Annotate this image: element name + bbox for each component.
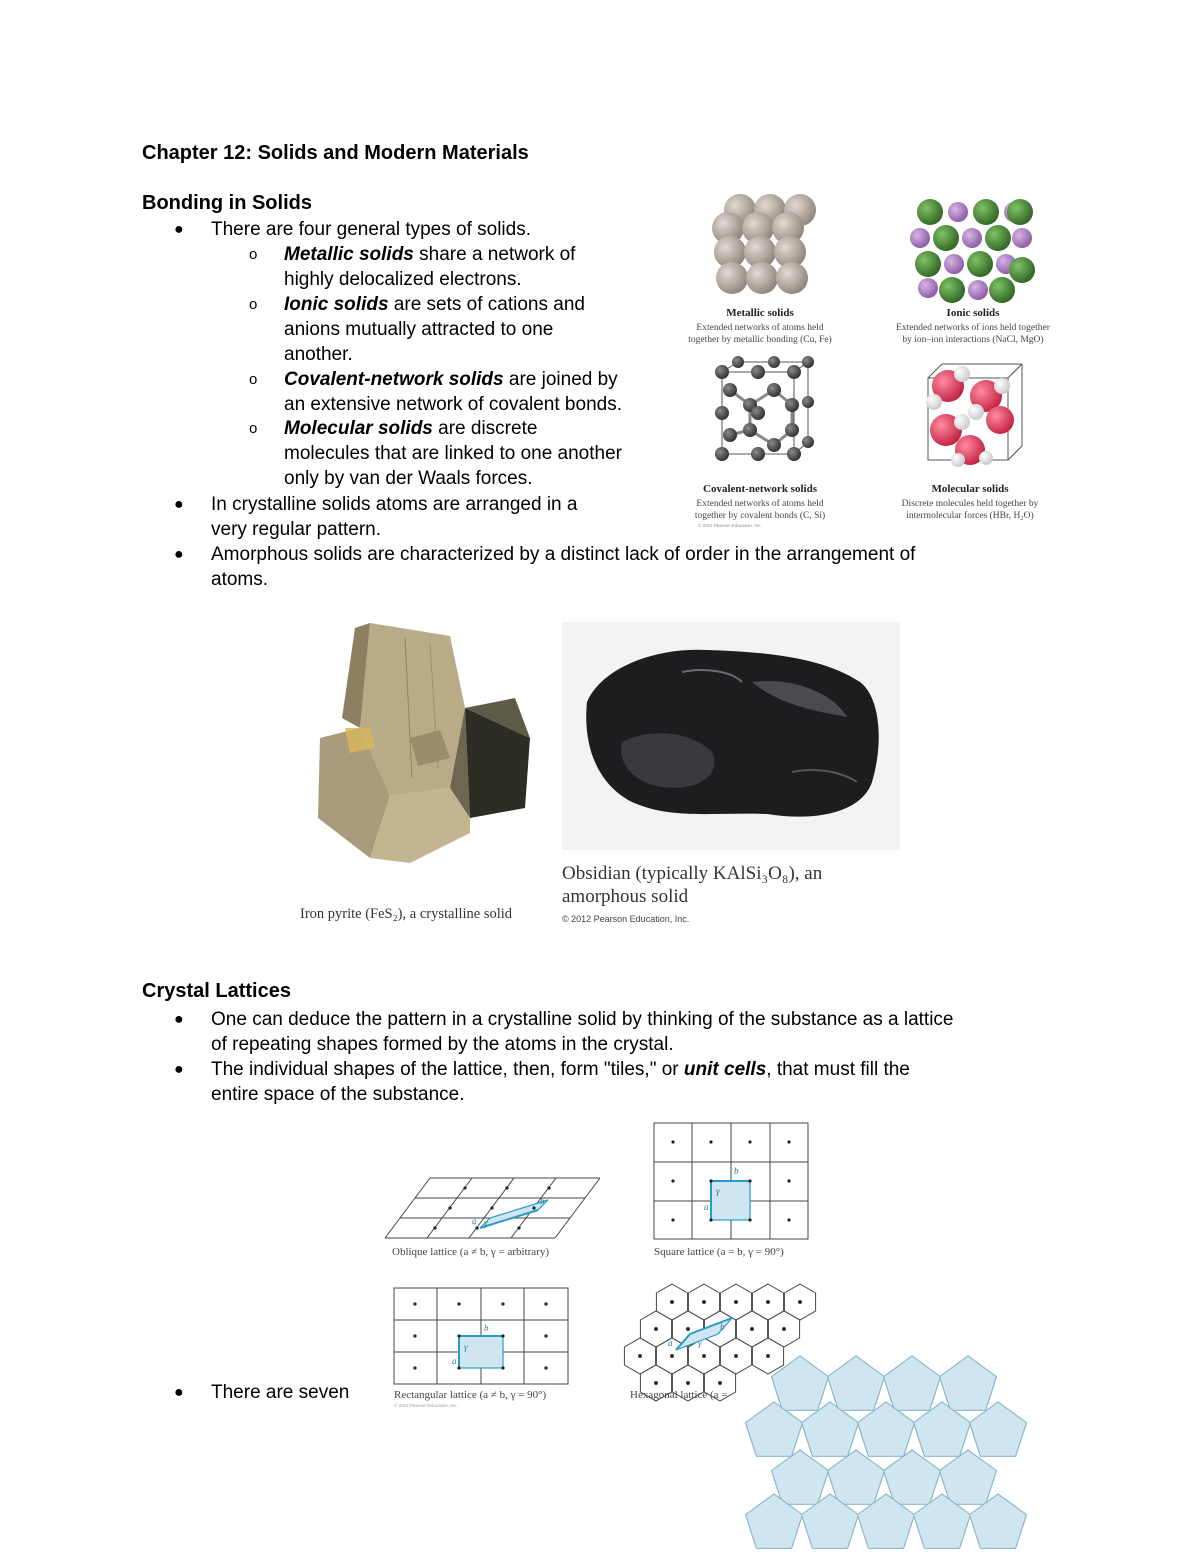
bullet-text: In crystalline solids atoms are arranged in a	[211, 494, 578, 515]
pentagon-tile	[940, 1450, 997, 1504]
hexagon-lattice-point	[750, 1327, 753, 1330]
pentagon-tile	[940, 1356, 997, 1410]
ionic-desc: by ion–ion interactions (NaCl, MgO)	[902, 335, 1044, 345]
oblique-gamma-label: γ	[484, 1218, 488, 1228]
molecular-solid-model	[926, 364, 1022, 467]
hexagon-lattice-point	[686, 1327, 689, 1330]
sub-bullet-text: Covalent-network solids are joined by	[284, 369, 618, 390]
hexagon-lattice-point	[702, 1354, 705, 1357]
section-heading-bonding: Bonding in Solids	[142, 192, 312, 214]
page-title: Chapter 12: Solids and Modern Materials	[142, 142, 529, 164]
rectangular-caption: Rectangular lattice (a ≠ b, γ = 90°)	[394, 1389, 547, 1401]
rectangular-a-label: a	[452, 1356, 457, 1366]
square-b-label: b	[734, 1166, 739, 1176]
sub-bullet-text: molecules that are linked to one another	[284, 443, 622, 464]
bullet-icon: ●	[174, 546, 184, 563]
pentagon-tile	[772, 1450, 829, 1504]
bullet-icon: ●	[174, 1384, 184, 1401]
oblique-a-label: a	[472, 1216, 477, 1226]
solids-illustration	[680, 190, 1070, 530]
sub-bullet-text: Molecular solids are discrete	[284, 418, 538, 439]
hexagonal-a-label: a	[668, 1338, 673, 1348]
bullet-text: There are seven	[211, 1382, 350, 1403]
metallic-solid-model	[712, 194, 816, 294]
sub-bullet-text: only by van der Waals forces.	[284, 468, 533, 489]
bullet-icon: ●	[174, 496, 184, 513]
sub-bullet-icon: o	[249, 371, 258, 388]
pentagon-tile	[884, 1450, 941, 1504]
molecular-desc: intermolecular forces (HBr, H₂O)	[906, 511, 1034, 521]
pentagon-tile	[828, 1356, 885, 1410]
ionic-solid-model	[910, 199, 1035, 303]
sub-bullet-icon: o	[249, 296, 258, 313]
metallic-title: Metallic solids	[726, 307, 794, 319]
hexagon-lattice-point	[718, 1381, 721, 1384]
square-a-label: a	[704, 1202, 709, 1212]
pyrite-caption: Iron pyrite (FeS₂), a crystalline solid	[300, 906, 513, 922]
sub-bullet-text: anions mutually attracted to one	[284, 319, 554, 340]
sub-bullet-text: Metallic solids share a network of	[284, 244, 576, 265]
metallic-desc: together by metallic bonding (Cu, Fe)	[688, 335, 832, 345]
figure-copyright: © 2012 Pearson Education, Inc.	[698, 523, 762, 528]
hexagon-lattice-point	[734, 1354, 737, 1357]
ionic-title: Ionic solids	[946, 307, 1000, 319]
section-heading-lattices: Crystal Lattices	[142, 980, 291, 1002]
hexagonal-caption: Hexagonal lattice (a =	[630, 1389, 728, 1401]
covalent-title: Covalent-network solids	[703, 483, 817, 495]
pentagon-tiling-svg	[740, 1352, 1030, 1552]
rectangular-gamma-label: γ	[464, 1342, 468, 1352]
square-gamma-label: γ	[716, 1186, 720, 1196]
sub-bullet-text: highly delocalized electrons.	[284, 269, 522, 290]
hexagon-lattice-point	[766, 1300, 769, 1303]
sub-bullet-text: another.	[284, 344, 353, 365]
pentagon-tiling	[740, 1352, 1030, 1552]
covalent-desc: Extended networks of atoms held	[696, 499, 824, 509]
bullet-text: very regular pattern.	[211, 519, 382, 540]
bullet-icon: ●	[174, 221, 184, 238]
obsidian-caption: Obsidian (typically KAlSi₃O₈), an	[562, 863, 823, 884]
hexagon-lattice-point	[702, 1300, 705, 1303]
ionic-desc: Extended networks of ions held together	[896, 323, 1050, 333]
hexagon-lattice-point	[638, 1354, 641, 1357]
hexagon-lattice-point	[734, 1300, 737, 1303]
rectangular-unit-cell	[459, 1336, 503, 1368]
lattice-copyright: © 2012 Pearson Education, Inc.	[394, 1403, 458, 1408]
bullet-text: atoms.	[211, 569, 269, 590]
hexagonal-b-label: b	[720, 1322, 725, 1332]
metallic-desc: Extended networks of atoms held	[696, 323, 824, 333]
solids-figure	[680, 190, 1070, 530]
molecular-title: Molecular solids	[931, 483, 1009, 495]
oblique-caption: Oblique lattice (a ≠ b, γ = arbitrary)	[392, 1246, 549, 1258]
hexagon-lattice-point	[670, 1354, 673, 1357]
square-caption: Square lattice (a = b, γ = 90°)	[654, 1246, 784, 1258]
sub-bullet-text: an extensive network of covalent bonds.	[284, 394, 622, 415]
bullet-text: There are four general types of solids.	[211, 219, 532, 240]
sub-bullet-icon: o	[249, 246, 258, 263]
bullet-text: Amorphous solids are characterized by a distinct lack of order in the arrangement of	[211, 544, 916, 565]
obsidian-photo	[562, 622, 900, 850]
bullet-text: of repeating shapes formed by the atoms in the crystal.	[211, 1034, 674, 1055]
bullet-text: entire space of the substance.	[211, 1084, 465, 1105]
pentagon-tile	[772, 1356, 829, 1410]
molecular-desc: Discrete molecules held together by	[901, 499, 1039, 509]
hexagon-lattice-point	[798, 1300, 801, 1303]
bullet-text: One can deduce the pattern in a crystalline solid by thinking of the substance as a lattice	[211, 1009, 954, 1030]
hexagon-lattice-point	[670, 1300, 673, 1303]
hexagon-lattice-point	[654, 1327, 657, 1330]
pyrite-photo	[300, 618, 540, 908]
obsidian-caption: amorphous solid	[562, 886, 689, 907]
hexagon-lattice-point	[686, 1381, 689, 1384]
hexagonal-gamma-label: γ	[698, 1338, 702, 1348]
covalent-desc: together by covalent bonds (C, Si)	[694, 511, 826, 521]
hexagon-lattice-point	[654, 1381, 657, 1384]
bullet-text: The individual shapes of the lattice, then, form "tiles," or unit cells, that must fill the	[211, 1059, 910, 1080]
pentagon-tile	[884, 1356, 941, 1410]
sub-bullet-icon: o	[249, 420, 258, 437]
oblique-b-label: b	[540, 1196, 545, 1206]
rectangular-b-label: b	[484, 1323, 489, 1333]
hexagon-lattice-point	[782, 1327, 785, 1330]
pentagon-tile	[828, 1450, 885, 1504]
bullet-icon: ●	[174, 1011, 184, 1028]
photo-copyright: © 2012 Pearson Education, Inc.	[562, 914, 690, 924]
sub-bullet-text: Ionic solids are sets of cations and	[284, 294, 585, 315]
bullet-icon: ●	[174, 1061, 184, 1078]
